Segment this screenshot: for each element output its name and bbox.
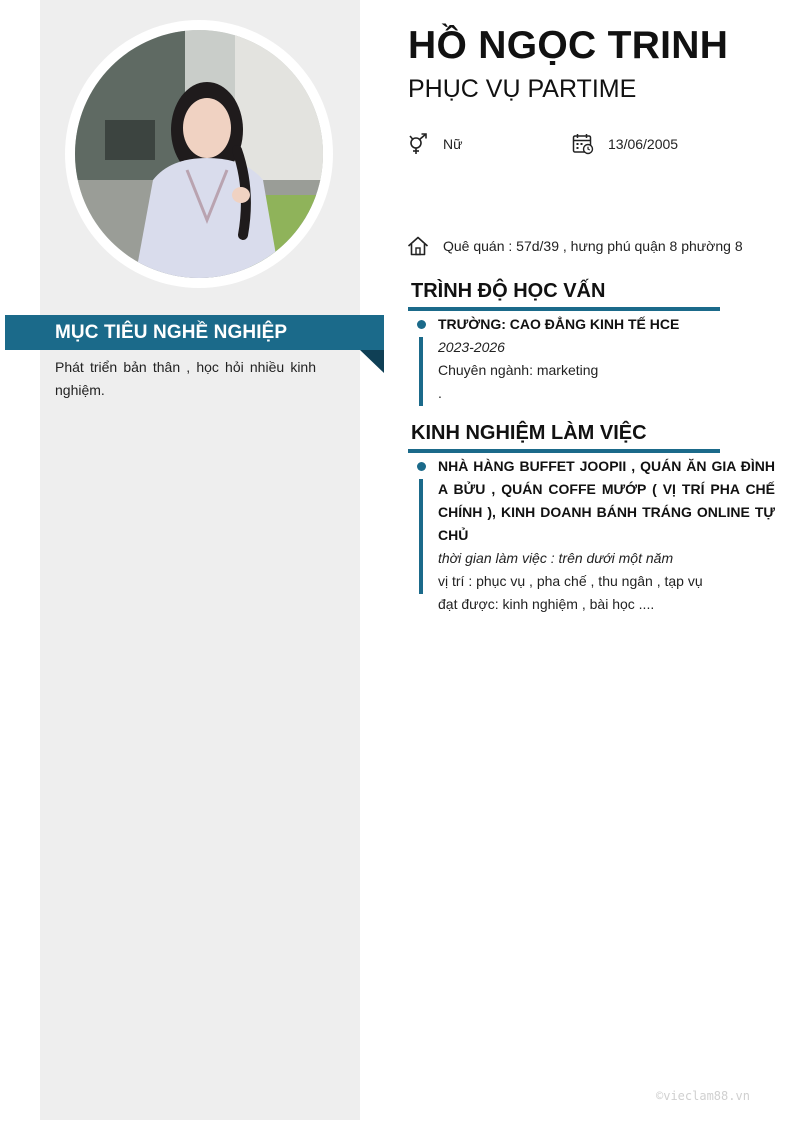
education-timeline (419, 337, 423, 406)
education-rule (408, 307, 720, 311)
avatar (75, 30, 323, 278)
school-name: TRƯỜNG: CAO ĐẲNG KINH TẾ HCE (438, 316, 680, 332)
profile-photo (75, 30, 323, 278)
gender-icon (407, 133, 429, 155)
experience-title: KINH NGHIỆM LÀM VIỆC (411, 422, 647, 444)
job-title: PHỤC VỤ PARTIME (408, 75, 637, 103)
experience-timeline (419, 479, 423, 594)
objective-text: Phát triển bản thân , học hỏi nhiều kinh nghiệm. (55, 359, 316, 398)
company-names: NHÀ HÀNG BUFFET JOOPII , QUÁN ĂN GIA ĐÌNH A BỬU , QUÁN COFFE MƯỚP ( VỊ TRÍ PHA CHẾ CHÍNH ), KINH DOANH BÁNH TRÁNG ONLINE TỰ CHỦ (438, 458, 775, 543)
home-icon (407, 235, 429, 257)
objective-banner (5, 315, 384, 350)
candidate-name: HỒ NGỌC TRINH (408, 24, 729, 67)
watermark: ©vieclam88.vn (656, 1089, 750, 1103)
banner-fold (360, 350, 384, 373)
hometown-value: Quê quán : 57d/39 , hưng phú quận 8 phường 8 (443, 238, 743, 254)
education-entry (438, 313, 775, 405)
education-title: TRÌNH ĐỘ HỌC VẤN (411, 280, 606, 302)
birthday-value: 13/06/2005 (608, 136, 679, 152)
avatar-frame (65, 20, 333, 288)
work-achievements: đạt được: kinh nghiệm , bài học .... (438, 596, 655, 612)
experience-rule (408, 449, 720, 453)
education-years: 2023-2026 (438, 339, 505, 355)
gender-value: Nữ (443, 136, 463, 152)
calendar-icon (572, 133, 594, 155)
work-duration: thời gian làm việc : trên dưới một năm (438, 550, 674, 566)
objective-title: MỤC TIÊU NGHỀ NGHIỆP (55, 322, 288, 343)
experience-bullet (417, 462, 426, 471)
work-positions: vị trí : phục vụ , pha chế , thu ngân , tạp vụ (438, 573, 703, 589)
education-major: Chuyên ngành: marketing (438, 362, 599, 378)
experience-entry (438, 455, 775, 616)
education-bullet (417, 320, 426, 329)
education-note: . (438, 385, 442, 401)
